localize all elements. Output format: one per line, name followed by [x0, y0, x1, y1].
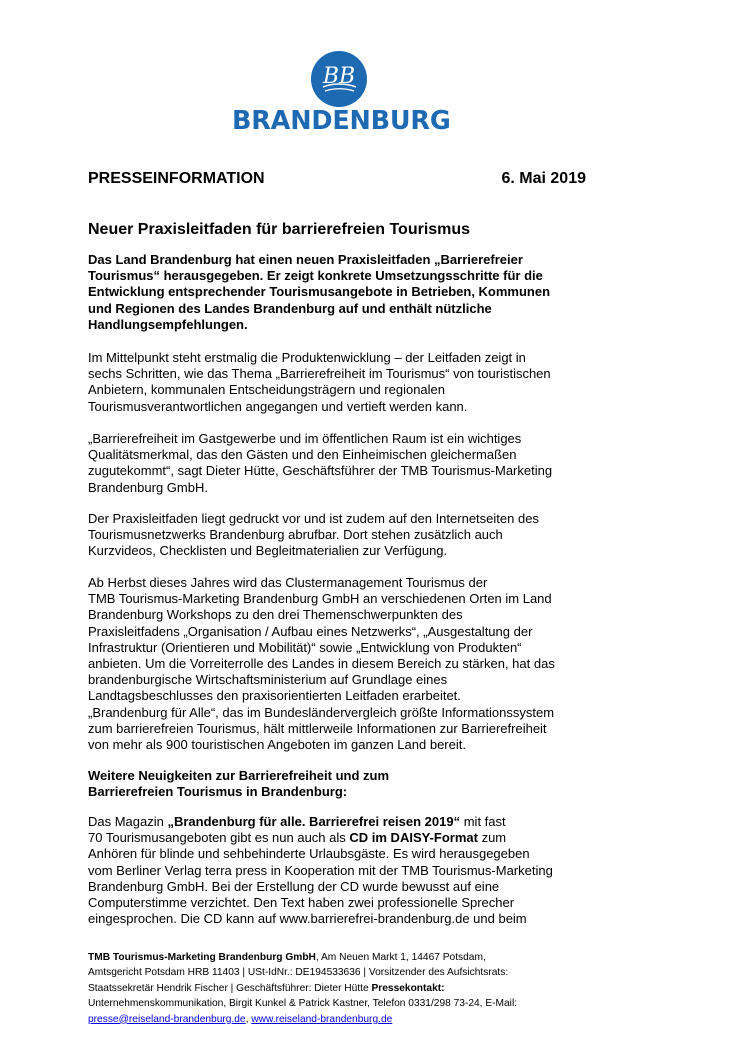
website-link[interactable]: www.reiseland-brandenburg.de: [251, 1013, 393, 1025]
footer-line: Unternehmenskommunikation, Birgit Kunkel & Patrick Kastner, Telefon 0331/298 73-24, E-Mail:: [88, 998, 518, 1010]
text-line: anbieten. Um die Vorreiterrolle des Landes in diesem Bereich zu stärken, hat das: [88, 656, 555, 672]
lead-paragraph: [88, 252, 608, 333]
footer-address: , Am Neuen Markt 1, 14467 Potsdam,: [315, 952, 486, 963]
text-line: Im Mittelpunkt steht erstmalig die Produktenwicklung – der Leitfaden zeigt in: [88, 350, 526, 365]
footer-press-contact-label: Pressekontakt:: [371, 982, 445, 994]
paragraph-product-development: [88, 350, 608, 415]
text-line: Kurzvideos, Checklisten und Begleitmaterialien zur Verfügung.: [88, 543, 448, 559]
text-line: Tourismusnetzwerks Brandenburg abrufbar. Dort stehen zusätzlich auch: [88, 527, 503, 543]
text-span: mit fast: [460, 814, 506, 829]
footer-line: [88, 1012, 608, 1027]
footer-line: [88, 950, 608, 965]
text-line: zum barrierefreien Tourismus, hält mittlerweile Informationen zur Barrierefreiheit: [88, 720, 547, 736]
footer-line: Amtsgericht Potsdam HRB 11403 | USt-IdNr.: DE194533636 | Vorsitzender des Aufsichtsrats:: [88, 967, 509, 979]
text-line: brandenburgische Wirtschaftsministerium auf Grundlage eines: [88, 672, 448, 688]
footer-management: Staatssekretär Hendrik Fischer | Geschäftsführer: Dieter Hütte: [88, 982, 372, 994]
brandenburg-emblem-icon: [310, 50, 368, 108]
text-line: Weitere Neuigkeiten zur Barrierefreiheit und zum: [88, 768, 389, 783]
text-line: Brandenburg GmbH.: [88, 479, 208, 495]
text-line: Anbietern, kommunalen Entscheidungsträgern und regionalen: [88, 382, 446, 398]
text-line: vom Berliner Verlag terra press in Kooperation mit der TMB Tourismus-Marketing: [88, 862, 553, 878]
text-line: Landtagsbeschlusses den praxisorientierten Leitfaden erarbeitet.: [88, 688, 461, 704]
text-line: sechs Schritten, wie das Thema „Barrierefreiheit im Tourismus“ von touristischen: [88, 366, 551, 382]
text-line: „Brandenburg für Alle“, das im Bundesländervergleich größte Informationssystem: [88, 704, 555, 720]
text-line: Tourismusverantwortlichen angegangen und vertieft werden kann.: [88, 398, 468, 414]
footer-company: TMB Tourismus-Marketing Brandenburg GmbH: [88, 952, 316, 963]
text-line: Tourismus“ herausgegeben. Er zeigt konkrete Umsetzungsschritte für die: [88, 268, 543, 284]
text-line: Das Land Brandenburg hat einen neuen Praxisleitfaden „Barrierefreier: [88, 252, 523, 267]
subheading: [88, 768, 608, 800]
text-line: Computerstimme verzichtet. Den Text haben zwei professionelle Sprecher: [88, 895, 515, 911]
text-line: und Regionen des Landes Brandenburg auf und enthält nützliche: [88, 300, 492, 316]
text-line: zugutekommt“, sagt Dieter Hütte, Geschäftsführer der TMB Tourismus-Marketing: [88, 463, 553, 479]
footer-line: [88, 981, 608, 996]
text-line: Anhören für blinde und sehbehinderte Urlaubsgäste. Es wird herausgegeben: [88, 846, 530, 862]
paragraph-daisy-cd: [88, 814, 608, 927]
text-line: [88, 830, 608, 846]
text-line: Brandenburg Workshops zu den drei Themenschwerpunkten des: [88, 607, 463, 623]
text-line: Qualitätsmerkmal, das den Gästen und den Einheimischen gleichermaßen: [88, 447, 517, 463]
text-span: zum: [477, 830, 507, 846]
text-line: TMB Tourismus-Marketing Brandenburg GmbH an verschiedenen Orten im Land: [88, 591, 552, 607]
separator: ,: [245, 1013, 252, 1025]
text-line: Der Praxisleitfaden liegt gedruckt vor und ist zudem auf den Internetseiten des: [88, 511, 539, 526]
press-date: 6. Mai 2019: [501, 170, 586, 187]
text-span: 70 Tourismusangeboten gibt es nun auch als: [88, 830, 350, 846]
page-title: Neuer Praxisleitfaden für barrierefreien Tourismus: [88, 221, 471, 238]
text-span: Das Magazin: [88, 814, 168, 829]
text-line: Brandenburg GmbH. Bei der Erstellung der CD wurde bewusst auf eine: [88, 878, 500, 894]
cd-format: CD im DAISY-Format: [349, 830, 478, 846]
paragraph-availability: [88, 511, 608, 560]
logo-wordmark: BRANDENBURG: [232, 106, 451, 136]
text-line: „Barrierefreiheit im Gastgewerbe und im öffentlichen Raum ist ein wichtiges: [88, 431, 522, 446]
text-line: [88, 814, 608, 830]
brandenburg-logo: [232, 46, 451, 142]
text-line: Praxisleitfadens „Organisation / Aufbau eines Netzwerks“, „Ausgestaltung der: [88, 623, 533, 639]
text-line: Handlungsempfehlungen.: [88, 316, 248, 332]
text-line: Ab Herbst dieses Jahres wird das Clustermanagement Tourismus der: [88, 575, 488, 590]
footer: [88, 950, 608, 1027]
paragraph-quote: [88, 431, 608, 496]
email-link[interactable]: presse@reiseland-brandenburg.de: [88, 1013, 246, 1025]
press-label: PRESSEINFORMATION: [88, 170, 265, 187]
text-line: Infrastruktur (Orientieren und Mobilität)“ sowie „Entwicklung von Produkten“: [88, 639, 522, 655]
paragraph-workshops: [88, 575, 608, 753]
text-line: Entwicklung entsprechender Tourismusangebote in Betrieben, Kommunen: [88, 284, 551, 300]
press-header: [88, 170, 586, 192]
logo-monogram: BB: [322, 64, 356, 89]
text-line: Barrierefreien Tourismus in Brandenburg:: [88, 784, 348, 800]
text-line: von mehr als 900 touristischen Angeboten im ganzen Land bereit.: [88, 737, 466, 753]
magazine-title: „Brandenburg für alle. Barrierefrei reisen 2019“: [167, 814, 461, 829]
text-line: eingesprochen. Die CD kann auf www.barrierefrei-brandenburg.de und beim: [88, 911, 527, 927]
